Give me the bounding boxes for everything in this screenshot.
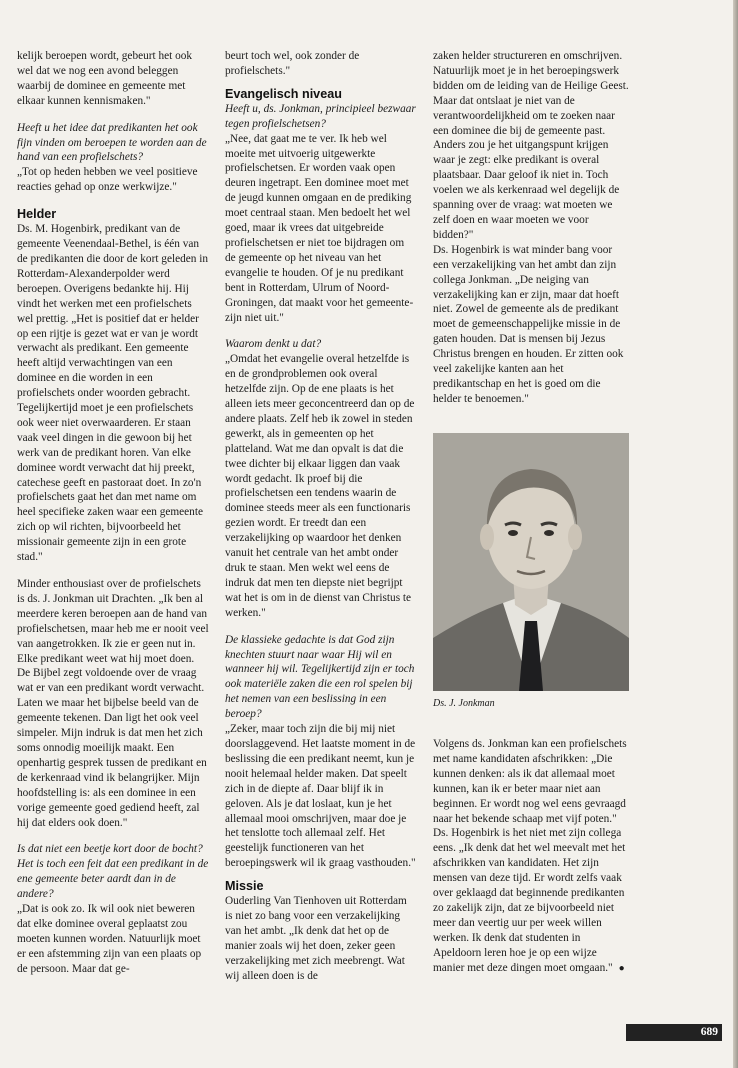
section-heading-missie: Missie bbox=[225, 879, 264, 894]
article-column-1 bbox=[17, 49, 209, 977]
paragraph bbox=[433, 737, 629, 977]
paragraph: Ds. Hogenbirk is wat minder bang voor een verzakelijking van het ambt dan zijn collega Jonkman. „De neiging van verzakelijking kan er zijn, maar dat hoeft niet. Zowel de gemeente als de predikant moet de gemeenschappelijke missie in de gaten houden. Dat is mensen bij Jezus Christus brengen en houden. Er zitten ook veel zakelijke kanten aan het predikantschap en het is goed om die helder te benoemen." bbox=[433, 243, 624, 405]
paragraph: Ouderling Van Tienhoven uit Rotterdam is niet zo bang voor een verzakelijking van het ambt. „Ik denk dat het op de manier zoals wij het doen, zeker geen verzakelijking met zich meebrengt. Wat wij alleen doen is de bbox=[225, 895, 407, 982]
interview-exchange bbox=[225, 633, 417, 872]
interview-answer: „Nee, dat gaat me te ver. Ik heb wel moeite met uitvoerig uitgewerkte profielschetsen. Er worden vaak open deuren ingetrapt. Een dominee moet met de jeugd kunnen omgaan en de prediking moet centraal staan. Men bedoelt het wel goed, maar ik vrees dat uitgebreide profielschetsen er niet toe bijdragen om de gemeente op het niveau van het evangelie te houden. Of je nu predikant bent in Rotterdam, Ulrum of Noord-Groningen, dat maakt voor het gemeente-zijn niet uit." bbox=[225, 132, 414, 324]
section-heading-evangelisch-niveau: Evangelisch niveau bbox=[225, 86, 342, 101]
photo-caption: Ds. J. Jonkman bbox=[433, 698, 495, 709]
interview-answer: „Tot op heden hebben we veel positieve reacties gehad op onze werkwijze." bbox=[17, 166, 198, 194]
article-column-3-continued bbox=[433, 737, 629, 977]
closing-paragraph-text: Volgens ds. Jonkman kan een profielschets met name kandidaten afschrikken: „Die kunnen denken: als ik dat allemaal moet kunnen, kan ik er beter maar niet aan beginnen. Er wordt nog wel eens gevraagd naar het bekende schaap met vijf poten." Ds. Hogenbirk is het niet met zijn collega eens. „Ik denk dat het wel meevalt met het afschrikken van kandidaten. Het zijn mensen van deze tijd. Er wordt zelfs vaak over geklaagd dat beginnende predikanten zo zakelijk zijn, dat ze bijvoorbeeld niet meer dan veertig uur per week willen werken. Ik denk dat studenten in Apeldoorn leren hoe je op een wijze manier met deze dingen moet omgaan." bbox=[433, 738, 627, 974]
interview-exchange bbox=[17, 842, 209, 976]
portrait-photo bbox=[433, 433, 629, 691]
article-column-2 bbox=[225, 49, 417, 984]
article-column-3 bbox=[433, 49, 629, 407]
interview-question: Heeft u, ds. Jonkman, principieel bezwaar tegen profielschetsen? bbox=[225, 102, 416, 130]
interview-exchange bbox=[225, 102, 417, 326]
interview-question: Heeft u het idee dat predikanten het ook fijn vinden om beroepen te worden aan de hand van een profielschets? bbox=[17, 121, 207, 164]
interview-answer: „Dat is ook zo. Ik wil ook niet beweren dat elke dominee overal geplaatst zou moeten kunnen worden. Natuurlijk moet er een afstemming zijn van een plaats op de persoon. Maar dat ge- bbox=[17, 903, 202, 975]
interview-exchange bbox=[17, 121, 209, 196]
interview-question: Is dat niet een beetje kort door de bocht? Het is toch een feit dat een predikant in de ene gemeente beter aardt dan in de andere? bbox=[17, 843, 209, 901]
interview-answer: „Omdat het evangelie overal hetzelfde is en de grondproblemen ook overal hetzelfde zijn. Op de ene plaats is het alleen iets meer geconcentreerd dan op de andere plaats. Zelf heb ik zowel in steden gewerkt, als in gemeenten op het platteland. Wat me dan opvalt is dat die twee dichter bij elkaar liggen dan vaak wordt gedacht. Ik proef bij die profielschetsen een tendens waarin de dominee steeds meer als een functionaris gezien wordt. Er treedt dan een verzakelijking op waardoor het denken vanuit het centrale van het ambt onder druk te staan. Men wekt wel eens de indruk dat men ten diepste niet begrijpt wat het is om in de dienst van Christus te werken." bbox=[225, 353, 415, 619]
page-edge-shadow bbox=[733, 0, 738, 1068]
interview-question: De klassieke gedachte is dat God zijn knechten stuurt naar waar Hij wil en wanneer hij wil. Tegelijkertijd zijn er toch ook materiële zaken die een rol spelen bij het nemen van een beslissing in een beroep? bbox=[225, 633, 415, 721]
paragraph: kelijk beroepen wordt, gebeurt het ook wel dat we nog een avond beleggen waarbij de dominee en gemeente met elkaar kunnen kennismaken." bbox=[17, 50, 193, 107]
end-of-article-bullet-icon: ● bbox=[618, 962, 625, 974]
interview-answer: „Zeker, maar toch zijn die bij mij niet doorslaggevend. Het laatste moment in de beslissing die een predikant neemt, kun je nooit helemaal helder maken. Dat speelt zich in de diepte af. Daar blijf ik in geloven. Als je dat loslaat, kun je het allemaal mooi omschrijven, maar doe je het tenslotte toch allemaal zelf. Het geestelijk functioneren van het beroepingswerk wil ik graag vasthouden." bbox=[225, 723, 416, 870]
page-number: 689 bbox=[700, 1026, 718, 1038]
section-heading-helder: Helder bbox=[17, 207, 57, 222]
paragraph: beurt toch wel, ook zonder de profielschets." bbox=[225, 50, 360, 77]
interview-exchange bbox=[225, 337, 417, 620]
interview-question: Waarom denkt u dat? bbox=[225, 338, 322, 351]
paragraph: Ds. M. Hogenbirk, predikant van de gemeente Veenendaal-Bethel, is één van de predikanten die door de kort geleden in Rotterdam-Alexanderpolder werd beroepen. Overigens bedankte hij. Hij vindt het werken met een profielschets wel prettig. „Het is positief dat er helder op een rijtje is gezet wat er van je wordt verwacht als predikant. Een gemeente heeft altijd verwachtingen van een dominee en die worden in een profielschets onder woorden gebracht. Tegelijkertijd moet je een profielschets ook weer niet overwaarderen. Er staan vaak veel dingen in die gewoon bij het werk van de predikant horen. Van elke dominee wordt verwacht dat hij preekt, catechese geeft en pastoraat doet. In zo'n profielschets gaat het dan met name om heel specifieke zaken waar een gemeente zich op wil richten, bijvoorbeeld het missionair gemeente zijn in een grote stad." bbox=[17, 223, 209, 564]
paragraph: Minder enthousiast over de profielschets is ds. J. Jonkman uit Drachten. „Ik ben al meerdere keren beroepen aan de hand van profielschetsen, maar heb me er nooit veel van aangetrokken. Ik zie er geen nut in. Elke predikant weet wat hij moet doen. De Bijbel zegt voldoende over de vraag wat er van een predikant wordt verwacht. Laten we maar het bijbelse beeld van de gemeente tekenen. Dan ligt het ook veel simpeler. Mijn indruk is dat men het zich soms onnodig moeilijk maakt. Een openhartig gesprek tussen de predikant en de kerkenraad vind ik belangrijker. Mijn hoofdstelling is: als een dominee in een vorige gemeente goed gediend heeft, zal hij dat elders ook doen." bbox=[17, 578, 209, 829]
paragraph: zaken helder structureren en omschrijven. Natuurlijk moet je in het beroepingswerk bidden om de leiding van de Heilige Geest. Maar dat ontslaat je niet van de verantwoordelijkheid om te zoeken naar een dominee die bij de gemeente past. Anders zou je het uitgangspunt krijgen waar je zegt: elke predikant is overal plaatsbaar. Daar geloof ik niet in. Toch voelen we als kerkenraad wel degelijk de spanning over de vraag: wat moeten we zelf doen en waar moeten we voor bidden?" bbox=[433, 50, 629, 241]
